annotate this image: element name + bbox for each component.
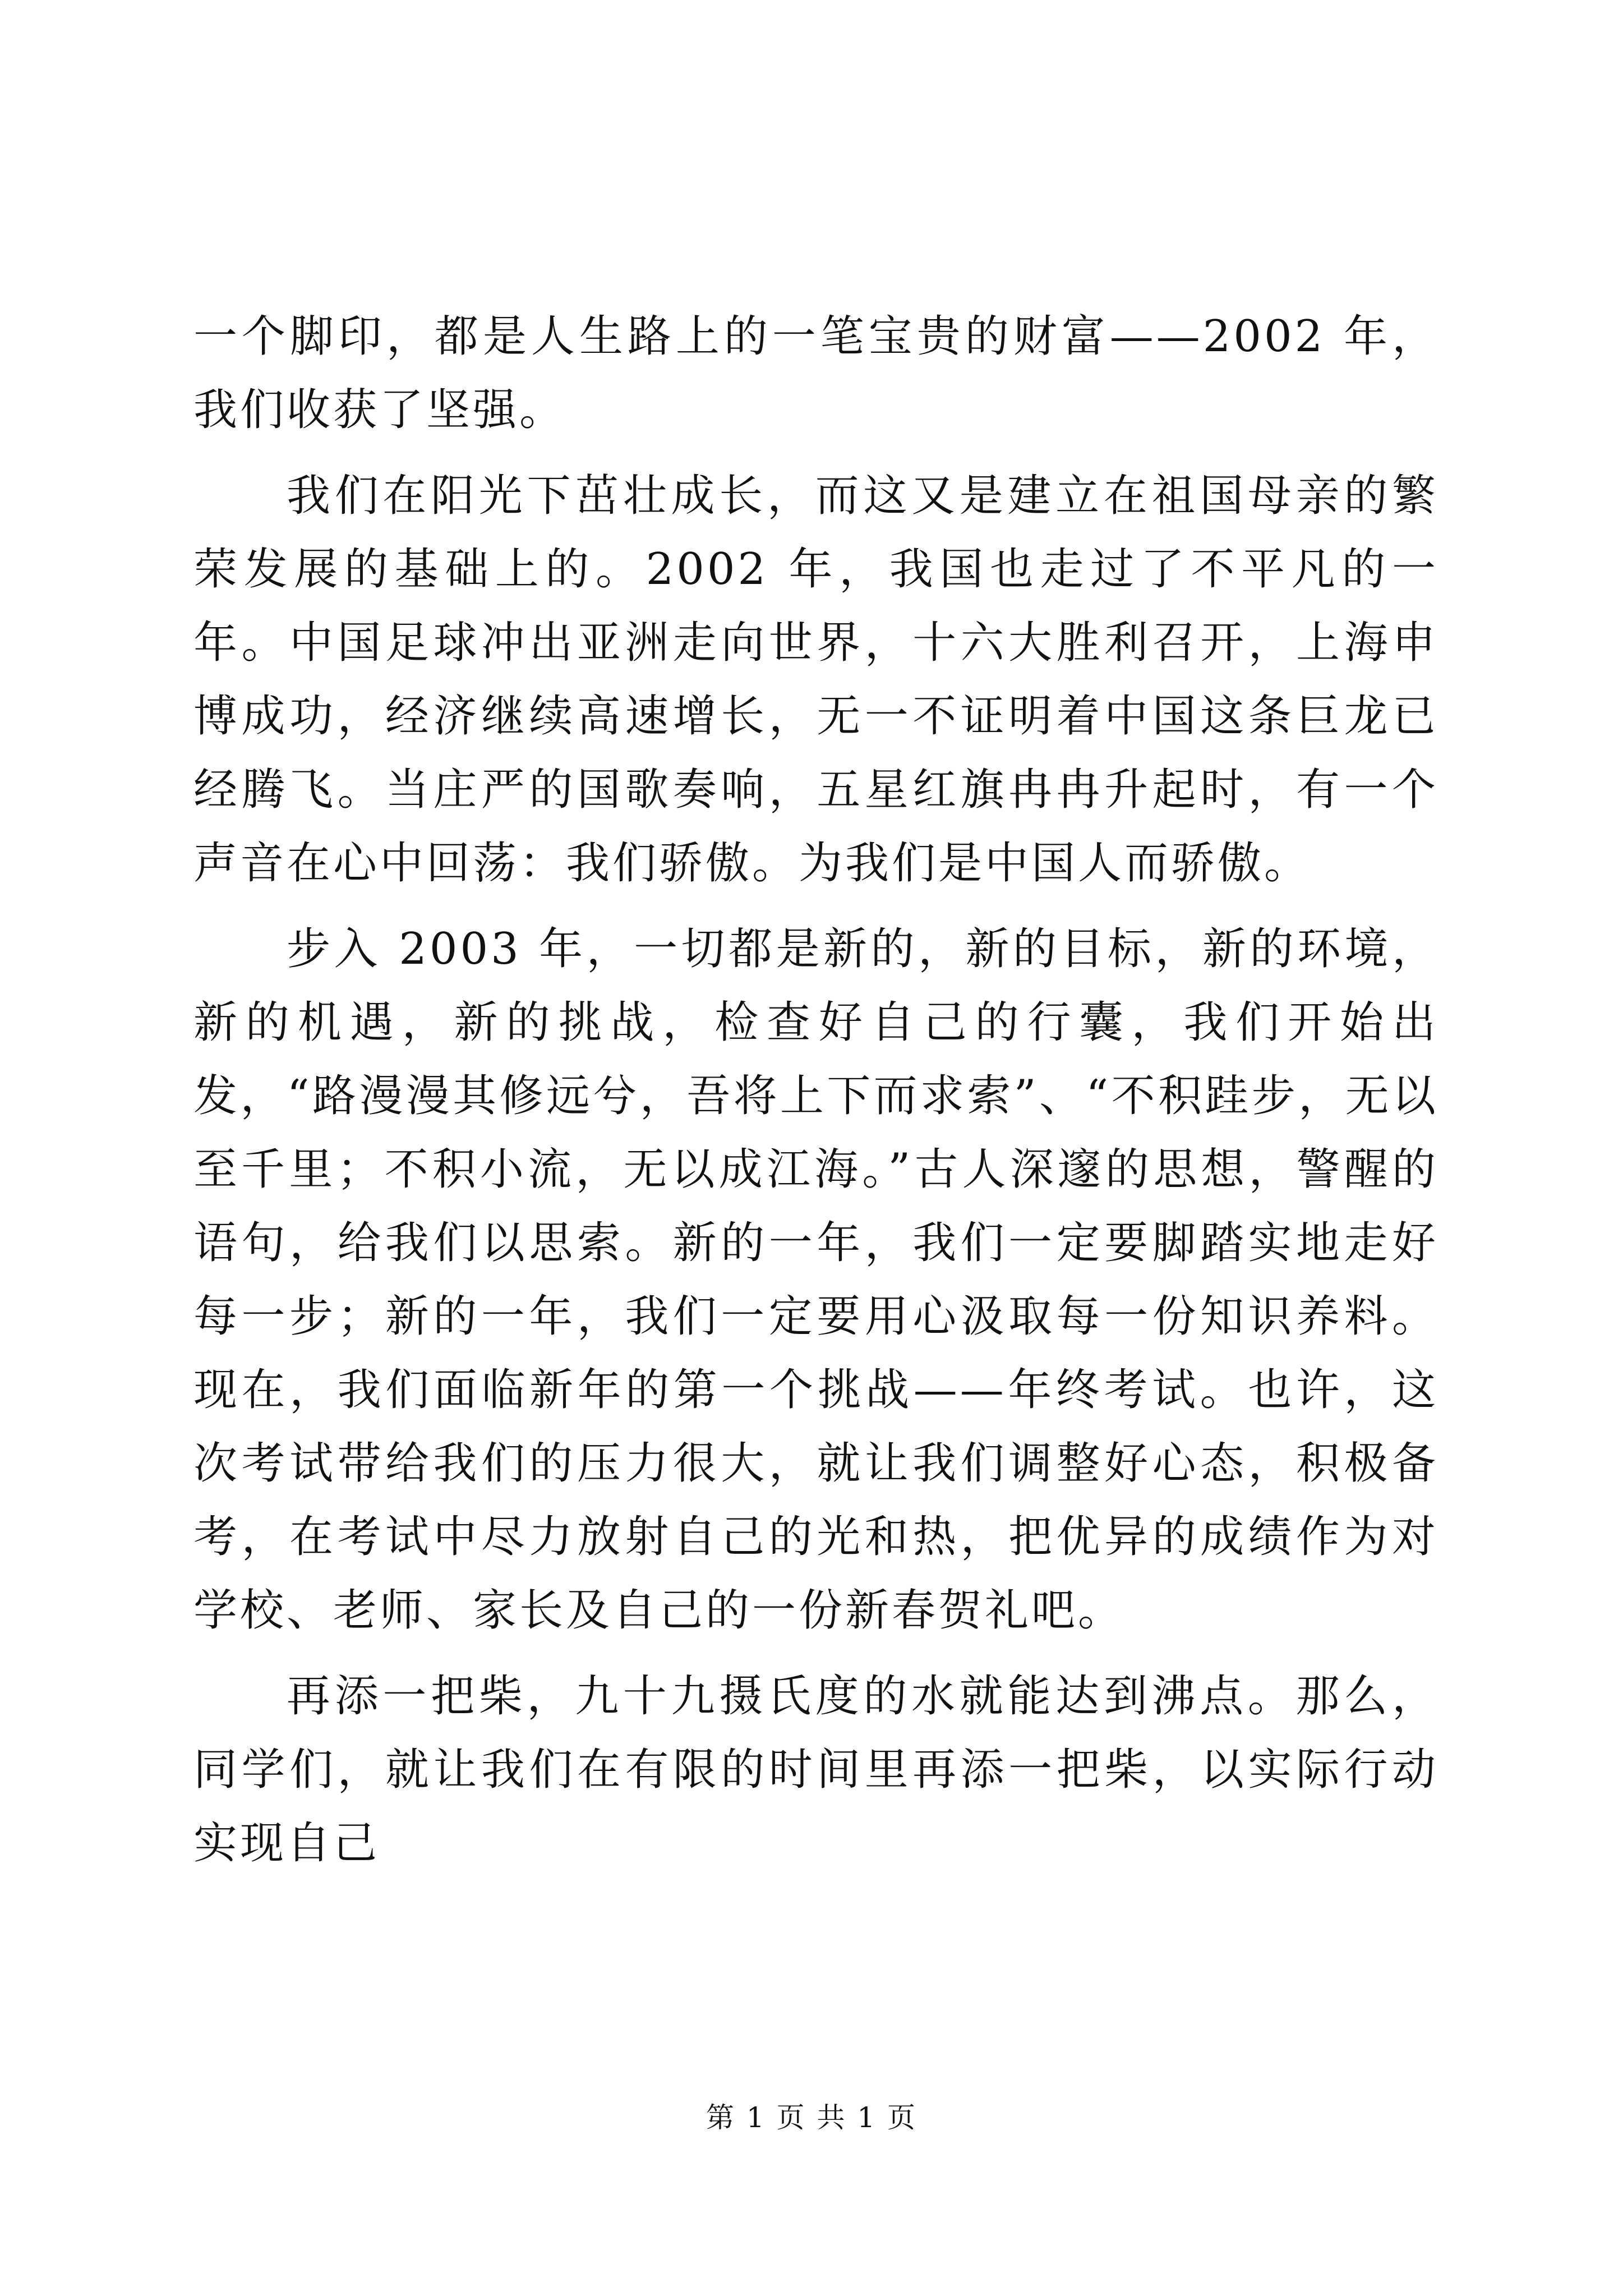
paragraph-new-year-2003: 步入 2003 年，一切都是新的，新的目标，新的环境，新的机遇，新的挑战，检查好自己的行囊，我们开始出发，“路漫漫其修远兮，吾将上下而求索”、“不积跬步，无以至千里；不积小流，无以成江海。”古人深邃的思想，警醒的语句，给我们以思索。新的一年，我们一定要脚踏实地走好每一步；新的一年，我们一定要用心汲取每一份知识养料。现在，我们面临新年的第一个挑战——年终考试。也许，这次考试带给我们的压力很大，就让我们调整好心态，积极备考，在考试中尽力放射自己的光和热，把优异的成绩作为对学校、老师、家长及自己的一份新春贺礼吧。 [193, 924, 1438, 1636]
paragraph-continuation: 一个脚印，都是人生路上的一笔宝贵的财富——2002 年，我们收获了坚强。 [193, 311, 1438, 435]
paragraph-national-development: 我们在阳光下茁壮成长，而这又是建立在祖国母亲的繁荣发展的基础上的。2002 年，我国也走过了不平凡的一年。中国足球冲出亚洲走向世界，十六大胜利召开，上海申博成功，经济继续高速增长，无一不证明着中国这条巨龙已经腾飞。当庄严的国歌奏响，五星红旗冉冉升起时，有一个声音在心中回荡：我们骄傲。为我们是中国人而骄傲。 [193, 471, 1438, 889]
page-footer: 第 1 页 共 1 页 [706, 2101, 917, 2134]
document-body [193, 300, 1438, 1880]
paragraph-add-firewood: 再添一把柴，九十九摄氏度的水就能达到沸点。那么，同学们，就让我们在有限的时间里再添一把柴，以实际行动实现自己 [193, 1671, 1438, 1869]
